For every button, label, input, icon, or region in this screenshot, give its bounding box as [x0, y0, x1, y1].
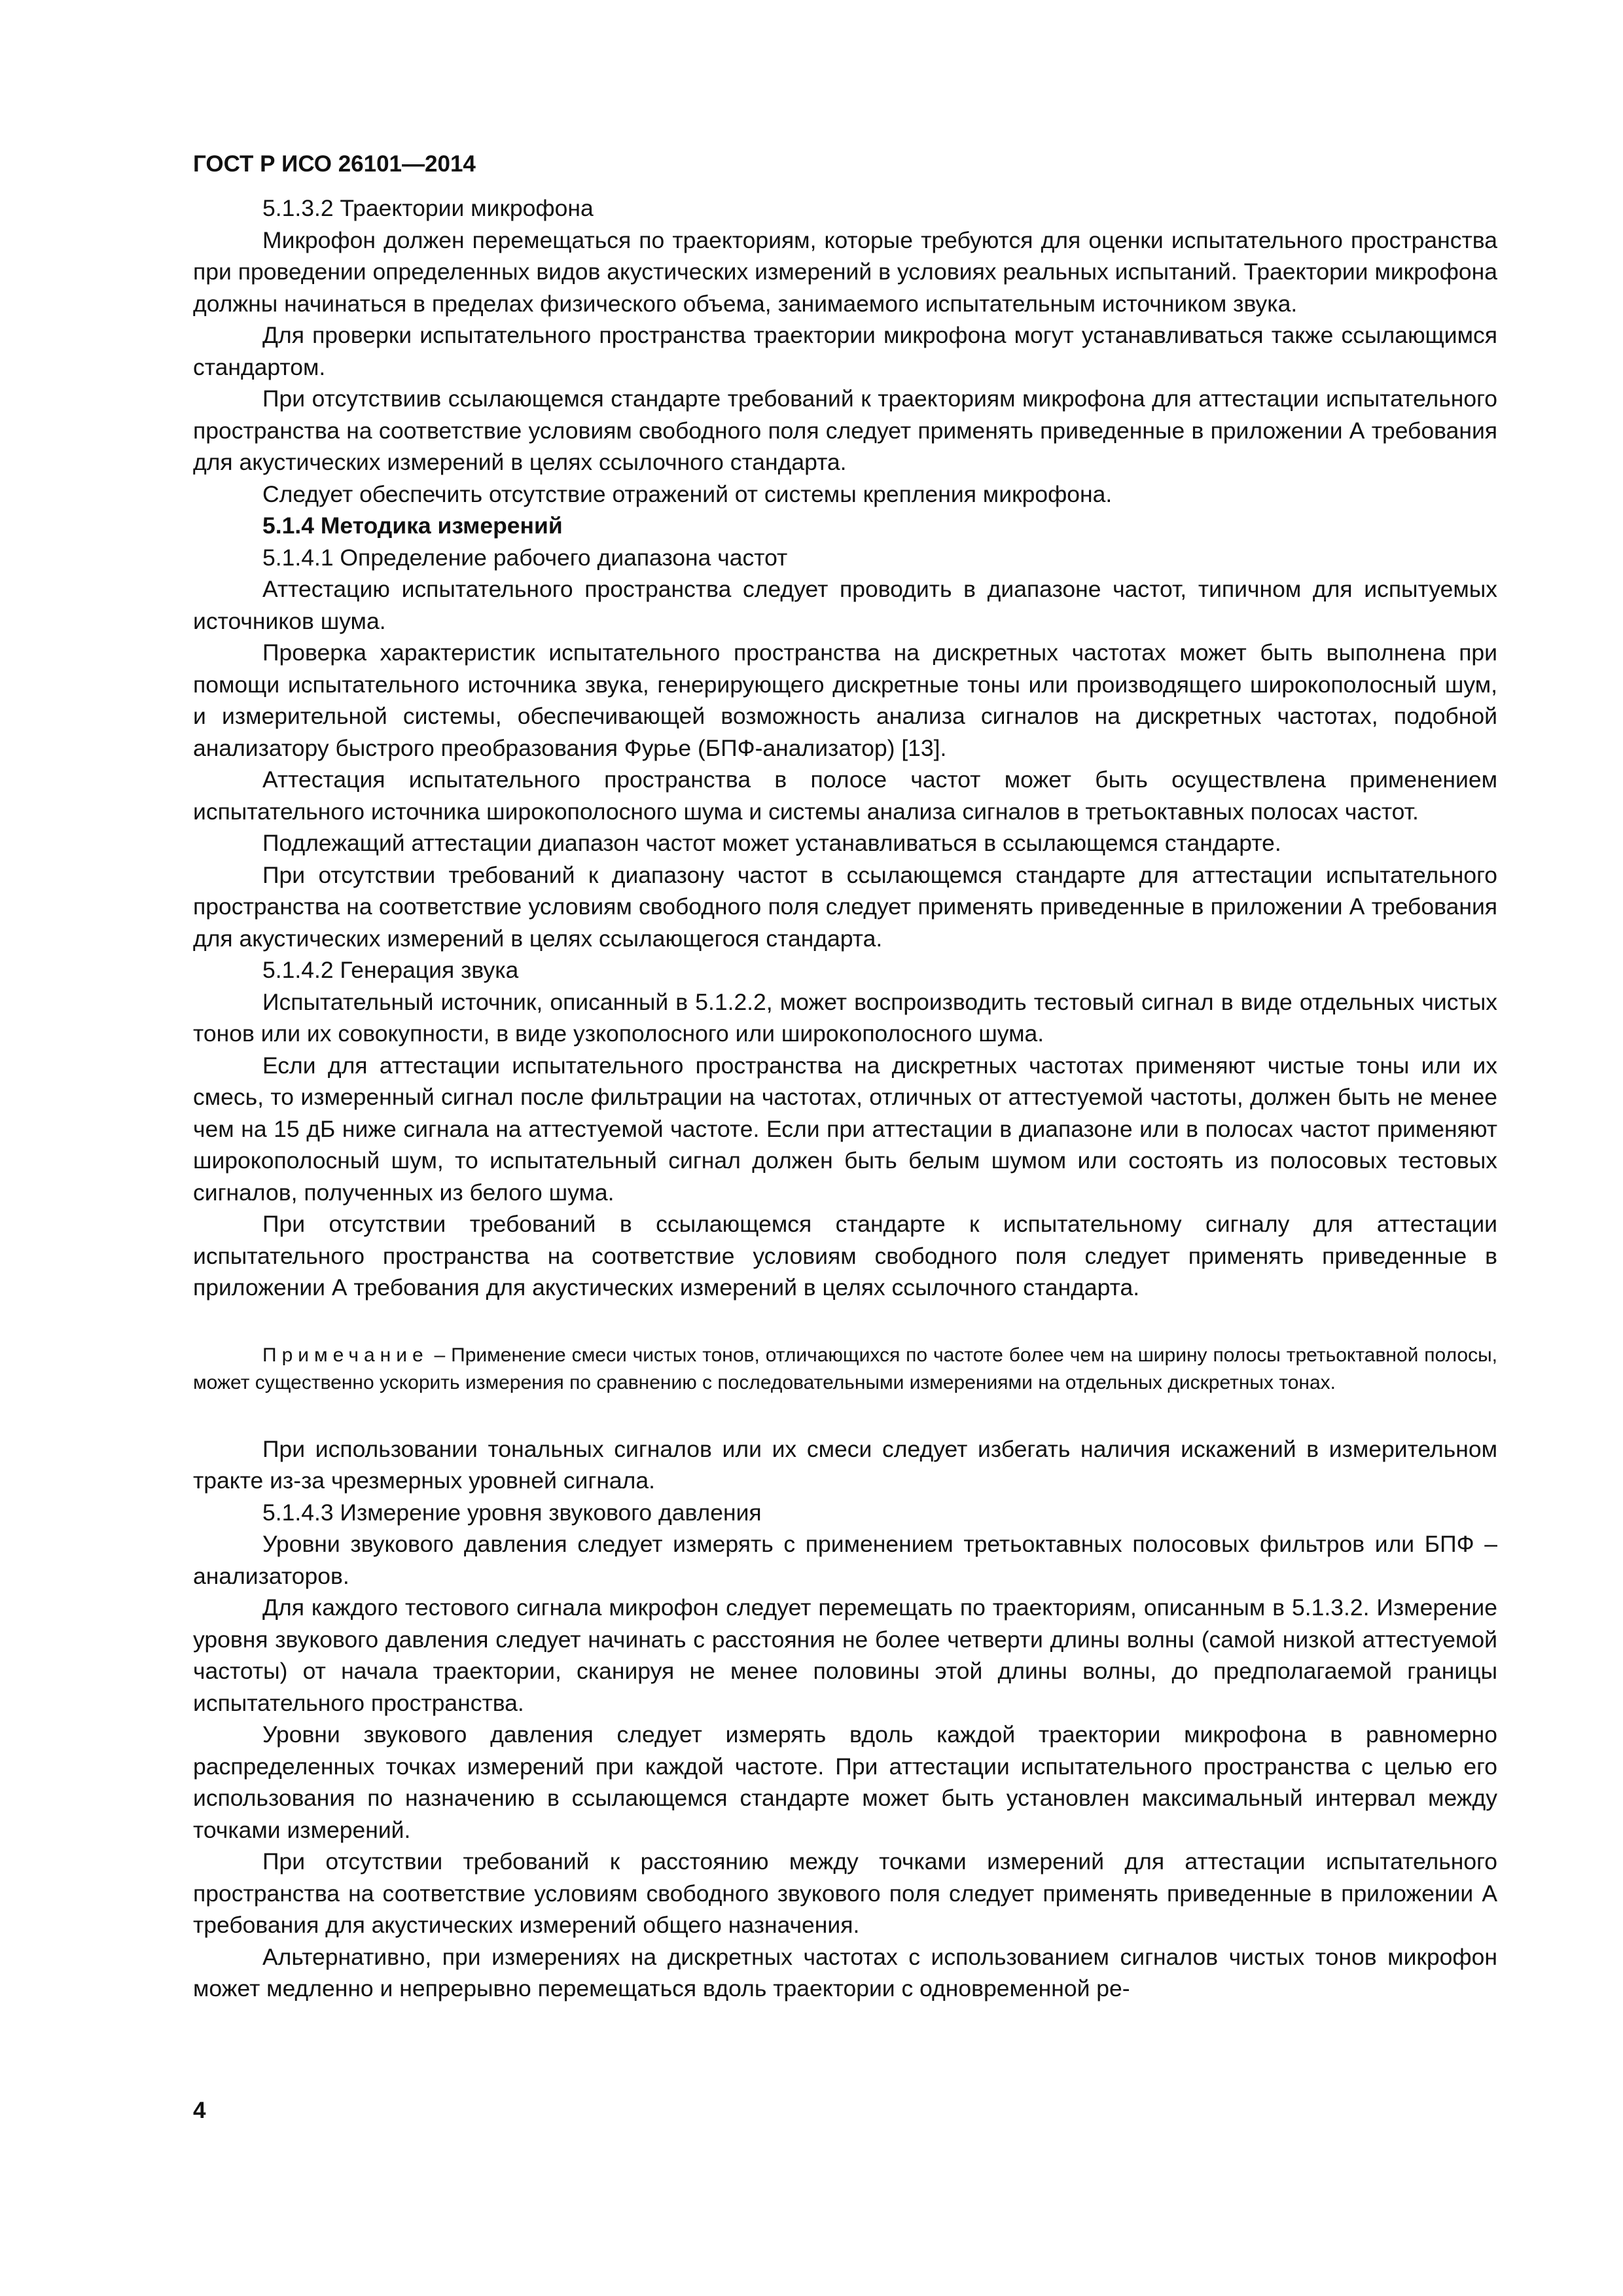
note-label: Примечание — [262, 1344, 429, 1366]
paragraph: Для каждого тестового сигнала микрофон следует перемещать по траекториям, описанным в 5.1.3.2. Измерение уровня звукового давления следует начинать с расстояния не более четверти длины волны (самой низкой аттестуемой частоты) от начала траектории, сканируя не менее половины этой длины волны, до предполагаемой границы испытательного пространства. — [193, 1594, 1497, 1716]
paragraph: 5.1.3.2 Траектории микрофона — [262, 195, 594, 221]
page-number: 4 — [193, 2098, 206, 2123]
paragraph: Подлежащий аттестации диапазон частот может устанавливаться в ссылающемся стандарте. — [262, 830, 1281, 856]
paragraph: Испытательный источник, описанный в 5.1.2.2, может воспроизводить тестовый сигнал в виде отдельных чистых тонов или их совокупности, в виде узкополосного или широкополосного шума. — [193, 988, 1497, 1047]
paragraph: 5.1.4.3 Измерение уровня звукового давления — [262, 1499, 762, 1526]
paragraphs-after-note — [193, 1433, 1497, 2005]
note — [193, 1342, 1497, 1397]
paragraph: 5.1.4.1 Определение рабочего диапазона частот — [262, 544, 788, 571]
paragraph: 5.1.4 Методика измерений — [262, 512, 563, 539]
paragraph: Следует обеспечить отсутствие отражений от системы крепления микрофона. — [262, 480, 1113, 507]
paragraph: При отсутствии требований к расстоянию между точками измерений для аттестации испытательного пространства на соответствие условиям свободного звукового поля следует применять приведенные в приложении А требования для акустических измерений общего назначения. — [193, 1848, 1497, 1938]
paragraph: Альтернативно, при измерениях на дискретных частотах с использованием сигналов чистых тонов микрофон может медленно и непрерывно перемещаться вдоль траектории с одновременной ре- — [193, 1943, 1497, 2001]
page-content — [193, 192, 1497, 2005]
paragraph: При использовании тональных сигналов или их смеси следует избегать наличия искажений в измерительном тракте из-за чрезмерных уровней сигнала. — [193, 1435, 1497, 1494]
paragraph: Если для аттестации испытательного пространства на дискретных частотах применяют чистые тоны или их смесь, то измеренный сигнал после фильтрации на частотах, отличных от аттестуемой частоты, должен быть не менее чем на 15 дБ ниже сигнала на аттестуемой частоте. Если при аттестации в диапазоне или в полосах частот применяют широкополосный шум, то испытательный сигнал должен быть белым шумом или состоять из полосовых тестовых сигналов, полученных из белого шума. — [193, 1052, 1497, 1206]
paragraph: Аттестация испытательного пространства в полосе частот может быть осуществлена применением испытательного источника широкополосного шума и системы анализа сигналов в третьоктавных полосах частот. — [193, 766, 1497, 825]
paragraphs-before-note — [193, 192, 1497, 1304]
document-header: ГОСТ Р ИСО 26101—2014 — [193, 151, 476, 177]
paragraph: При отсутствии требований к диапазону частот в ссылающемся стандарте для аттестации испытательного пространства на соответствие условиям свободного поля следует применять приведенные в приложении А требования для акустических измерений в целях ссылающегося стандарта. — [193, 861, 1497, 952]
paragraph: При отсутствии требований в ссылающемся стандарте к испытательному сигналу для аттестации испытательного пространства на соответствие условиям свободного поля следует применять приведенные в приложении А требования для акустических измерений в целях ссылочного стандарта. — [193, 1211, 1497, 1300]
paragraph: Аттестацию испытательного пространства следует проводить в диапазоне частот, типичном для испытуемых источников шума. — [193, 576, 1497, 634]
paragraph: 5.1.4.2 Генерация звука — [262, 957, 519, 983]
paragraph: Уровни звукового давления следует измерять вдоль каждой траектории микрофона в равномерно распределенных точках измерений при каждой частоте. При аттестации испытательного пространства с целью его использования по назначению в ссылающемся стандарте может быть установлен максимальный интервал между точками измерений. — [193, 1721, 1497, 1843]
paragraph: Уровни звукового давления следует измерять с применением третьоктавных полосовых фильтров или БПФ – анализаторов. — [193, 1531, 1497, 1589]
paragraph: При отсутствиив ссылающемся стандарте требований к траекториям микрофона для аттестации испытательного пространства на соответствие условиям свободного поля следует применять приведенные в приложении А требования для акустических измерений в целях ссылочного стандарта. — [193, 386, 1497, 475]
paragraph: Микрофон должен перемещаться по траекториям, которые требуются для оценки испытательного пространства при проведении определенных видов акустических измерений в условиях реальных испытаний. Траектории микрофона должны начинаться в пределах физического объема, занимаемого испытательным источником звука. — [193, 226, 1497, 317]
paragraph: Проверка характеристик испытательного пространства на дискретных частотах может быть выполнена при помощи испытательного источника звука, генерирующего дискретные тоны или производящего широкополосный шум, и измерительной системы, обеспечивающей возможность анализа сигналов на дискретных частотах, подобной анализатору быстрого преобразования Фурье (БПФ-анализатор) [13]. — [193, 639, 1497, 761]
paragraph: Для проверки испытательного пространства траектории микрофона могут устанавливаться также ссылающимся стандартом. — [193, 322, 1497, 380]
note-text: – Применение смеси чистых тонов, отличающихся по частоте более чем на ширину полосы третьоктавной полосы, может существенно ускорить измерения по сравнению с последовательными измерениями на отдельных дискретных тонах. — [193, 1344, 1497, 1393]
